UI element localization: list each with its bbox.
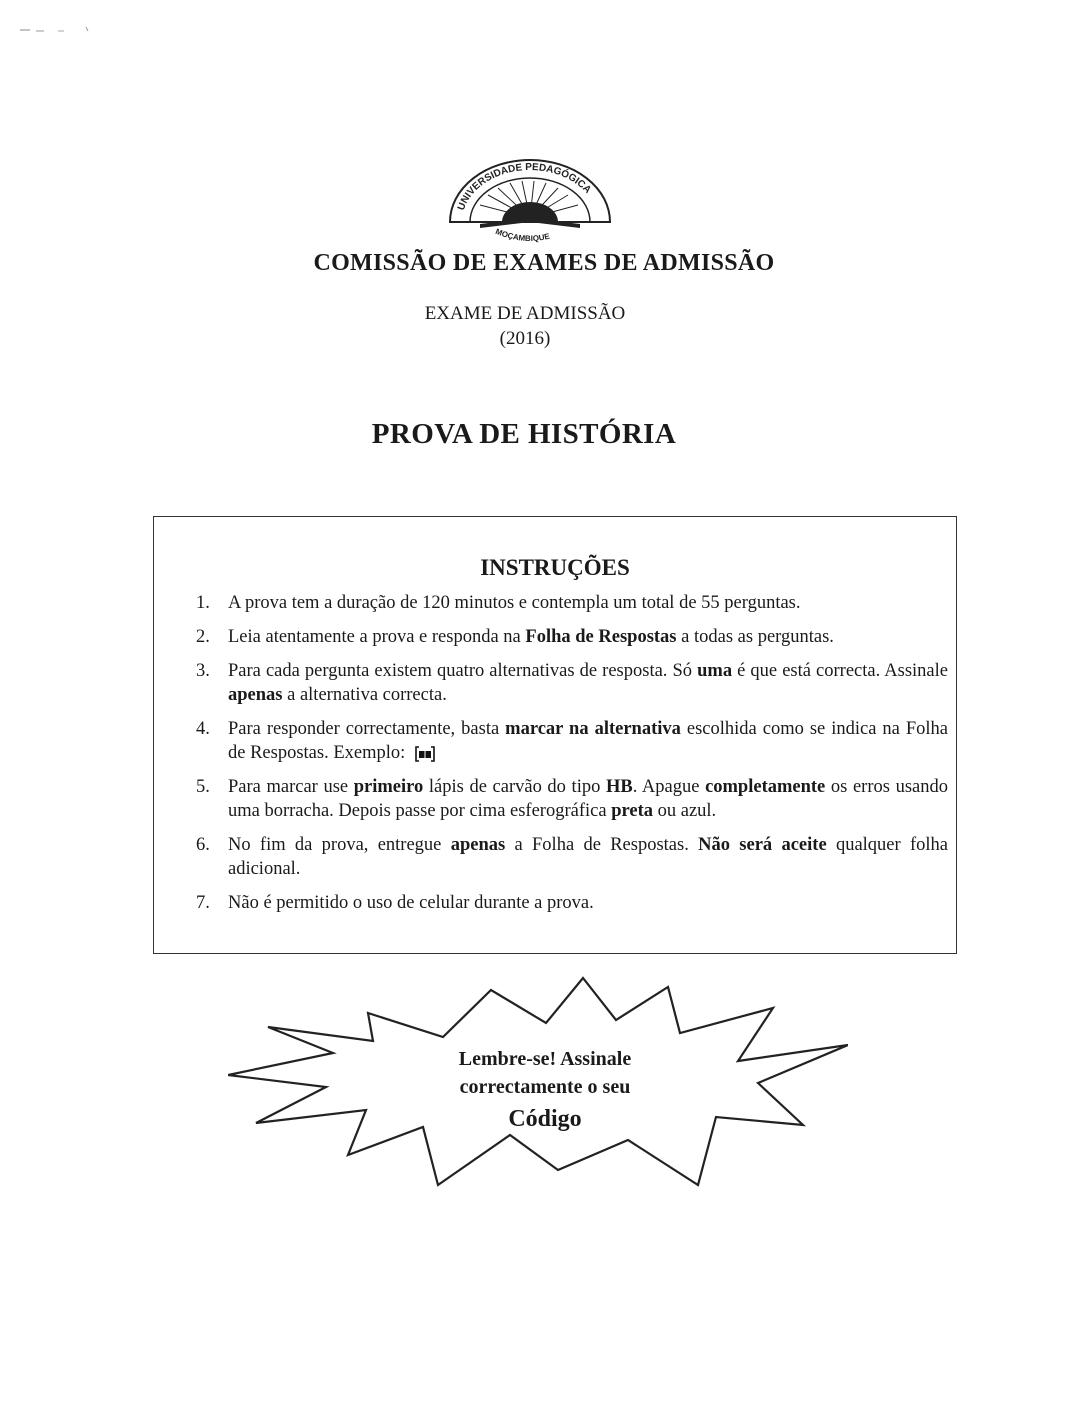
instruction-fragment: Não é permitido o uso de celular durante a prova. [228,893,594,913]
marked-answer-example-icon [414,745,436,763]
instruction-fragment: a alternativa correcta. [282,685,447,705]
seal-bottom-text: MOÇAMBIQUE [494,226,551,244]
reminder-line-2: correctamente o seu [459,1076,631,1098]
instruction-emphasis: HB [605,777,633,797]
instruction-fragment: Para responder correctamente, basta [228,719,506,739]
scan-mark [18,22,98,36]
reminder-text [380,1045,710,1133]
exam-year: (2016) [499,328,551,349]
instruction-fragment: Para marcar use [228,777,354,797]
instruction-number: 2. [196,627,210,647]
instructions-list [186,591,948,925]
instruction-item [186,775,948,823]
instruction-number: 7. [196,893,210,913]
instruction-text [228,593,801,613]
instruction-item [186,833,948,881]
instruction-fragment: No fim da prova, entregue [228,835,451,855]
instruction-item [186,659,948,707]
instruction-item [186,591,948,615]
seal-top-text: UNIVERSIDADE PEDAGÓGICA [455,161,593,212]
instruction-item [186,625,948,649]
instruction-number: 1. [196,593,210,613]
instruction-text [228,661,948,705]
instruction-emphasis: Não será aceite [698,835,827,855]
reminder-line-1: Lembre-se! Assinale [458,1048,632,1070]
instruction-number: 4. [196,719,210,739]
instruction-fragment: lápis de carvão do tipo [423,777,606,797]
instruction-fragment: . Apague [632,777,706,797]
instruction-fragment: ou azul. [653,801,717,821]
instruction-text [228,777,948,821]
instruction-emphasis: preta [611,801,653,821]
instruction-text [228,893,594,913]
instruction-text [228,835,948,879]
exam-title: EXAME DE ADMISSÃO [424,303,626,324]
instruction-fragment: os erros usando uma borracha. Depois passe por cima esferográfica [228,777,948,821]
instruction-fragment: é que está correcta. Assinale [732,661,948,681]
instruction-item [186,717,948,765]
subject-title: PROVA DE HISTÓRIA [371,418,677,450]
svg-text:MOÇAMBIQUE [494,227,551,243]
instruction-emphasis: Folha de Respostas [525,627,677,647]
instruction-text [228,719,948,763]
instruction-fragment: a Folha de Respostas. [505,835,699,855]
instruction-fragment: Para cada pergunta existem quatro alternativas de resposta. Só [228,661,698,681]
instruction-emphasis: completamente [705,777,826,797]
instruction-emphasis: uma [697,661,733,681]
commission-heading: COMISSÃO DE EXAMES DE ADMISSÃO [313,250,775,276]
instruction-item [186,891,948,915]
instruction-emphasis: primeiro [353,777,424,797]
instruction-emphasis: apenas [228,685,283,705]
instruction-fragment: escolhida como se indica na Folha de Respostas. Exemplo: [228,719,948,763]
instruction-number: 3. [196,661,210,681]
instruction-emphasis: apenas [450,835,506,855]
instruction-fragment: Leia atentamente a prova e responda na [228,627,526,647]
instruction-number: 5. [196,777,210,797]
instruction-fragment: qualquer folha adicional. [228,835,948,879]
instruction-fragment: A prova tem a duração de 120 minutos e contempla um total de 55 perguntas. [228,593,801,613]
instruction-emphasis: marcar na alternativa [505,719,681,739]
instruction-number: 6. [196,835,210,855]
university-seal-logo [440,150,620,250]
instructions-box [153,516,957,954]
instruction-fragment: a todas as perguntas. [676,627,834,647]
instructions-title: INSTRUÇÕES [480,555,630,580]
instruction-text [228,627,834,647]
reminder-line-3: Código [508,1106,582,1132]
